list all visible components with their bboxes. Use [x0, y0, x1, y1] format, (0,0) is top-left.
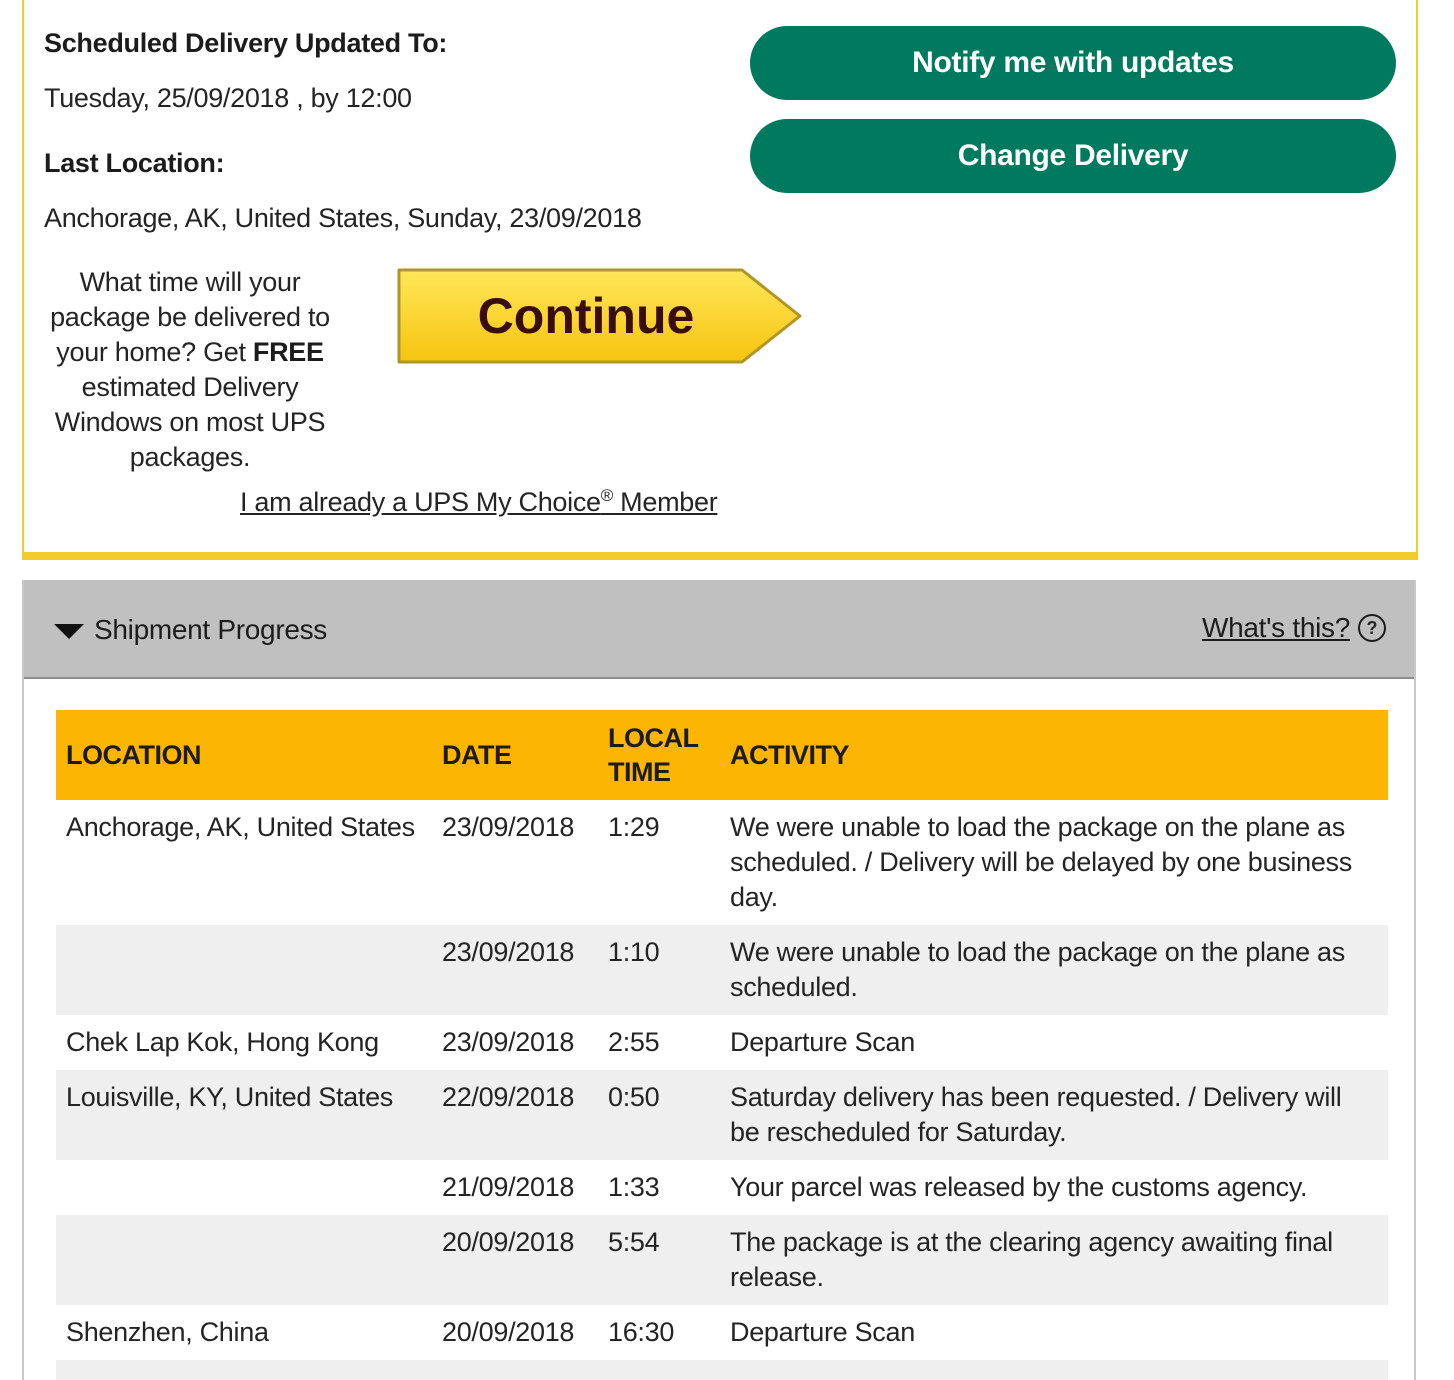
cell-time — [598, 1360, 720, 1380]
cell-activity: Saturday delivery has been requested. / Delivery will be rescheduled for Saturday. — [720, 1070, 1388, 1160]
scheduled-delivery-label: Scheduled Delivery Updated To: — [44, 28, 448, 58]
change-delivery-button[interactable]: Change Delivery — [750, 119, 1396, 193]
shipment-progress-title[interactable]: Shipment Progress — [94, 614, 328, 645]
continue-label: Continue — [477, 288, 695, 344]
cell-date: 20/09/2018 — [442, 1317, 575, 1347]
cell-date: 22/09/2018 — [432, 1070, 598, 1160]
promo-text-bold: FREE — [252, 337, 324, 367]
scheduled-delivery-value: Tuesday, 25/09/2018 , by 12:00 — [44, 83, 412, 113]
last-location-value: Anchorage, AK, United States, Sunday, 23/09/2018 — [44, 203, 642, 233]
table-row — [56, 1015, 1388, 1070]
cell-date: 21/09/2018 — [442, 1172, 575, 1202]
whats-this-link[interactable]: What's this? — [1201, 612, 1350, 643]
cell-location — [56, 1160, 432, 1215]
cell-activity — [720, 1360, 1388, 1380]
notify-me-button[interactable]: Notify me with updates — [750, 26, 1396, 100]
registered-mark: ® — [600, 486, 613, 505]
cell-activity: Departure Scan — [730, 1317, 915, 1347]
cell-date: 23/09/2018 — [432, 925, 598, 1015]
promo-text-after: estimated Delivery Windows on most UPS packages. — [54, 372, 326, 472]
table-row — [56, 1360, 1388, 1380]
table-row — [56, 1070, 1388, 1160]
cell-time: 1:10 — [598, 925, 720, 1015]
column-header-local-time: LOCAL TIME — [598, 710, 720, 800]
table-row — [56, 800, 1388, 925]
shipment-progress-section — [22, 580, 1416, 1380]
cell-date: 23/09/2018 — [442, 812, 575, 842]
question-circle-icon[interactable]: ? — [1358, 614, 1386, 642]
cell-location — [56, 1215, 432, 1305]
shipment-progress-header — [24, 580, 1414, 679]
continue-button[interactable] — [396, 266, 804, 368]
promo-text-before: What time will your package be delivered to your home? Get — [50, 267, 330, 367]
cell-location: Louisville, KY, United States — [56, 1070, 432, 1160]
column-header-date: DATE — [432, 710, 598, 800]
last-location-label: Last Location: — [44, 148, 225, 178]
shipment-progress-table — [56, 710, 1388, 1380]
collapse-triangle-icon[interactable] — [54, 624, 84, 639]
cell-time: 1:33 — [608, 1172, 660, 1202]
table-row — [56, 925, 1388, 1015]
table-row — [56, 1160, 1388, 1215]
cell-location: Shenzhen, China — [66, 1317, 269, 1347]
column-header-activity: ACTIVITY — [720, 710, 1388, 800]
cell-time: 2:55 — [608, 1027, 660, 1057]
column-header-location: LOCATION — [56, 710, 432, 800]
cell-time: 0:50 — [598, 1070, 720, 1160]
cell-location — [56, 1360, 432, 1380]
cell-activity: We were unable to load the package on the plane as scheduled. / Delivery will be delayed by one business day. — [730, 812, 1352, 912]
cell-time: 16:30 — [608, 1317, 675, 1347]
cell-date — [432, 1360, 598, 1380]
cell-location: Anchorage, AK, United States — [66, 812, 415, 842]
cell-date: 23/09/2018 — [442, 1027, 575, 1057]
cell-date: 20/09/2018 — [432, 1215, 598, 1305]
cell-time: 5:54 — [598, 1215, 720, 1305]
cell-location: Chek Lap Kok, Hong Kong — [66, 1027, 379, 1057]
cell-activity: We were unable to load the package on the plane as scheduled. — [720, 925, 1388, 1015]
cell-location — [56, 925, 432, 1015]
cell-activity: Departure Scan — [730, 1027, 915, 1057]
my-choice-promo-text — [40, 265, 340, 475]
table-row — [56, 1215, 1388, 1305]
cell-activity: Your parcel was released by the customs agency. — [730, 1172, 1308, 1202]
cell-time: 1:29 — [608, 812, 660, 842]
my-choice-member-link[interactable] — [240, 486, 717, 518]
table-header-row — [56, 710, 1388, 800]
member-link-text: I am already a UPS My Choice — [240, 487, 601, 517]
table-row — [56, 1305, 1388, 1360]
member-link-suffix: Member — [612, 487, 718, 517]
cell-activity: The package is at the clearing agency awaiting final release. — [720, 1215, 1388, 1305]
